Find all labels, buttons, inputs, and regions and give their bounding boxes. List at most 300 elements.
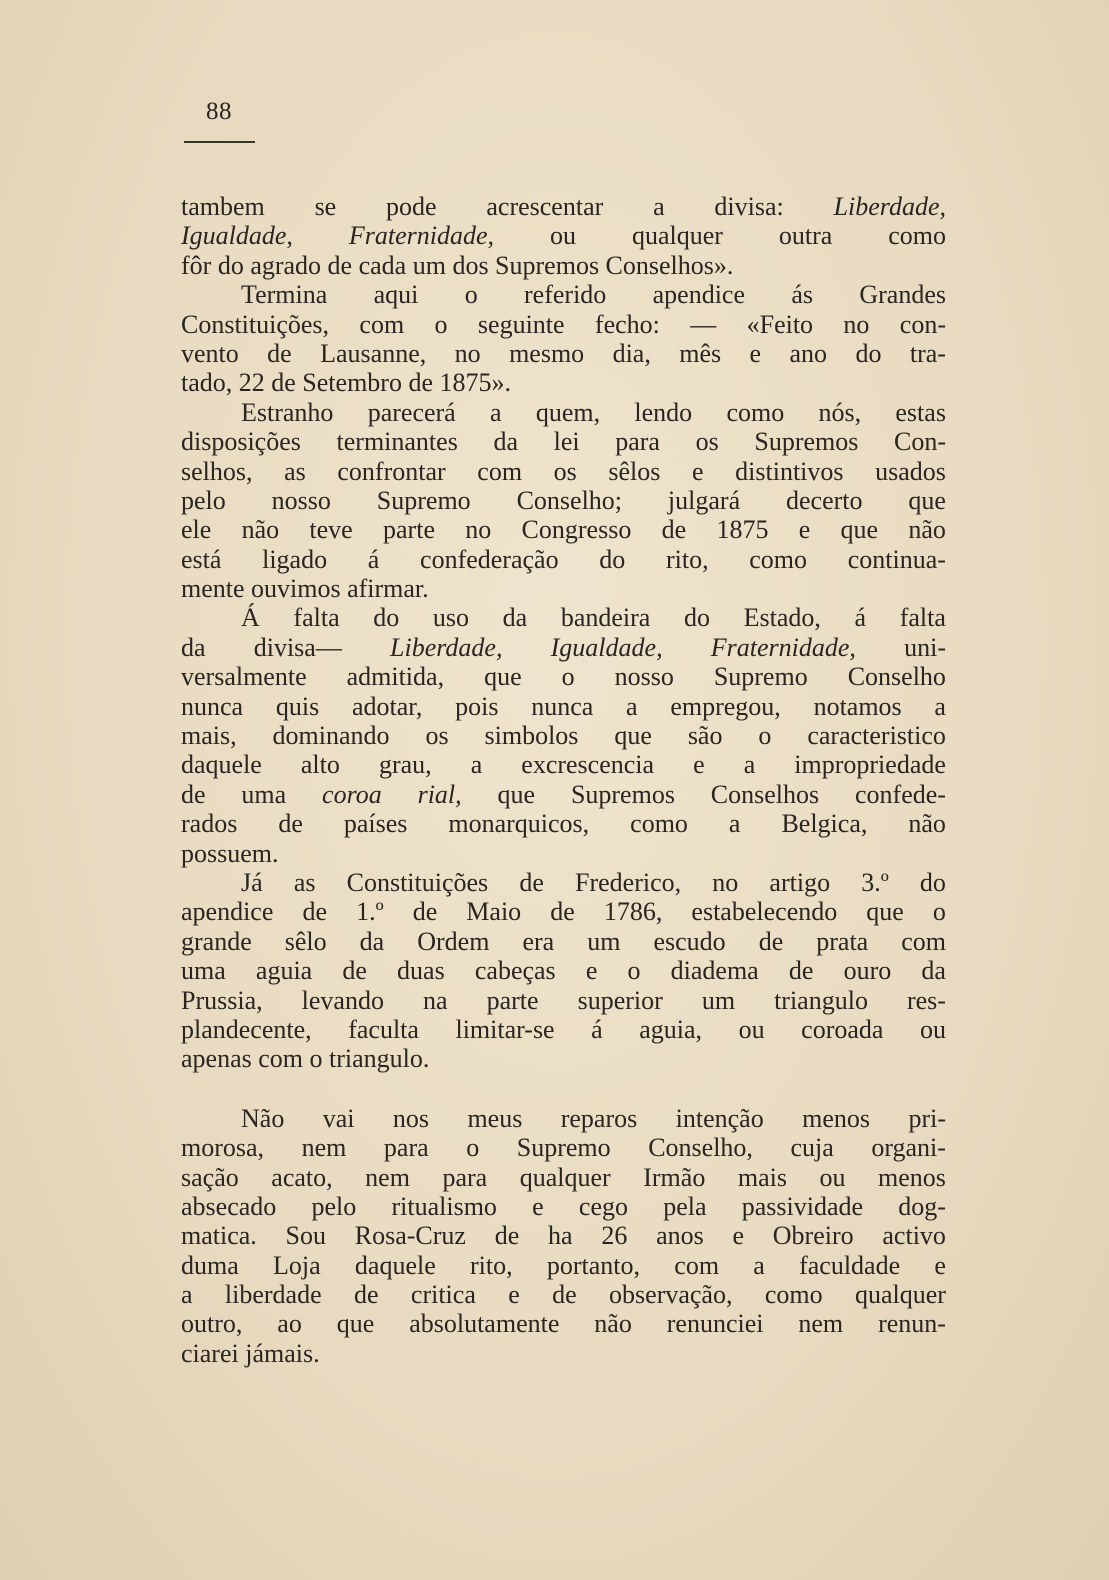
word: renunciei bbox=[666, 1309, 764, 1339]
word: matica. bbox=[181, 1221, 257, 1251]
word: Sou bbox=[285, 1221, 327, 1251]
word: 1875 bbox=[716, 515, 769, 545]
word: anos bbox=[656, 1221, 704, 1251]
word: Obreiro bbox=[772, 1221, 854, 1251]
word: quem, bbox=[535, 397, 601, 427]
word: como bbox=[764, 1280, 823, 1310]
text-line bbox=[181, 545, 946, 574]
italic-word: Fraternidade, bbox=[348, 221, 495, 251]
word: que bbox=[866, 897, 904, 927]
word: e bbox=[508, 1280, 520, 1310]
word: uma bbox=[241, 779, 287, 809]
word: mais bbox=[737, 1162, 787, 1192]
line-text: possuem. bbox=[181, 838, 279, 868]
word: á bbox=[591, 1014, 603, 1044]
word: pela bbox=[663, 1191, 707, 1221]
word: ou bbox=[549, 221, 576, 251]
word: de bbox=[342, 956, 367, 986]
word: pois bbox=[455, 691, 499, 721]
text-line bbox=[181, 1251, 946, 1280]
word: selhos, bbox=[181, 456, 253, 486]
word: que bbox=[908, 485, 946, 515]
word: Conselho; bbox=[516, 485, 623, 515]
word: os bbox=[425, 721, 449, 751]
word: está bbox=[181, 544, 222, 574]
word: para bbox=[442, 1162, 488, 1192]
word: e bbox=[693, 750, 705, 780]
word: a bbox=[653, 192, 665, 221]
word: meus bbox=[467, 1103, 523, 1133]
word: cuja bbox=[790, 1133, 834, 1163]
word: de bbox=[550, 897, 575, 927]
word: mais, bbox=[181, 721, 237, 751]
line-text: fôr do agrado de cada um dos Supremos Conselhos». bbox=[181, 250, 734, 280]
word: parte bbox=[383, 515, 435, 545]
word: que bbox=[614, 721, 652, 751]
word: de bbox=[278, 809, 303, 839]
word: como bbox=[726, 397, 785, 427]
word: ou bbox=[919, 1014, 946, 1044]
paragraph-gap bbox=[181, 1074, 946, 1104]
text-line bbox=[181, 662, 946, 691]
word: apendice bbox=[181, 897, 274, 927]
text-line bbox=[181, 986, 946, 1015]
text-line bbox=[181, 1339, 946, 1368]
word: no bbox=[465, 515, 492, 545]
text-line bbox=[181, 398, 946, 427]
word: tambem bbox=[181, 192, 265, 221]
word: Irmão bbox=[643, 1162, 706, 1192]
text-line bbox=[181, 339, 946, 368]
word: portanto, bbox=[546, 1250, 641, 1280]
word: con- bbox=[899, 309, 946, 339]
word: Não bbox=[241, 1103, 285, 1133]
word: aqui bbox=[373, 280, 419, 310]
word: falta bbox=[293, 603, 340, 633]
word: teve bbox=[309, 515, 353, 545]
line-text: mente ouvimos afirmar. bbox=[181, 574, 429, 604]
word: absolutamente bbox=[409, 1309, 560, 1339]
word: liberdade bbox=[224, 1280, 322, 1310]
italic-word: Liberdade, bbox=[390, 632, 503, 662]
word: fecho: bbox=[594, 309, 660, 339]
word: pode bbox=[386, 192, 437, 221]
word: no bbox=[454, 338, 481, 368]
word: terminantes bbox=[336, 427, 458, 457]
text-line bbox=[181, 1044, 946, 1073]
word: aguia bbox=[255, 956, 313, 986]
word: faculta bbox=[348, 1014, 419, 1044]
word: distintivos bbox=[735, 456, 844, 486]
word: Conselhos bbox=[710, 779, 820, 809]
word: estabelecendo bbox=[691, 897, 838, 927]
word: passividade bbox=[741, 1191, 864, 1221]
word: observação, bbox=[609, 1280, 733, 1310]
word: qualquer bbox=[631, 221, 723, 251]
word: estas bbox=[895, 397, 946, 427]
word: de bbox=[267, 338, 292, 368]
word: Supremos bbox=[570, 779, 675, 809]
word: Á bbox=[241, 603, 260, 633]
text-line bbox=[181, 427, 946, 456]
word: escudo bbox=[653, 926, 726, 956]
word: de bbox=[788, 956, 814, 986]
word: Grandes bbox=[859, 280, 946, 310]
word: Termina bbox=[241, 280, 328, 310]
word: e bbox=[934, 1250, 946, 1280]
word: monarquicos, bbox=[448, 809, 590, 839]
text-line bbox=[181, 1280, 946, 1309]
word: lendo bbox=[634, 397, 693, 427]
word: e bbox=[532, 1191, 544, 1221]
word: aguia, bbox=[639, 1014, 703, 1044]
word: Rosa-Cruz bbox=[354, 1221, 466, 1251]
word: 1786, bbox=[603, 897, 663, 927]
word: coroada bbox=[801, 1014, 884, 1044]
word: daquele bbox=[354, 1250, 436, 1280]
word: o bbox=[627, 956, 641, 986]
word: nunca bbox=[531, 691, 594, 721]
word: ás bbox=[791, 280, 814, 310]
word: diadema bbox=[670, 956, 759, 986]
word: uma bbox=[181, 956, 226, 986]
word: acato, bbox=[271, 1162, 333, 1192]
word: a bbox=[728, 809, 741, 839]
text-line bbox=[181, 1163, 946, 1192]
word: triangulo bbox=[774, 985, 868, 1015]
word: não bbox=[908, 809, 946, 839]
word: no bbox=[843, 309, 870, 339]
word: era bbox=[522, 926, 555, 956]
body-text bbox=[181, 192, 946, 1368]
word: ligado bbox=[262, 544, 328, 574]
word: que bbox=[497, 779, 536, 809]
word: Supremo bbox=[516, 1133, 611, 1163]
word: uso bbox=[432, 603, 470, 633]
text-line bbox=[181, 1309, 946, 1338]
word: o bbox=[434, 309, 448, 339]
word: simbolos bbox=[484, 721, 579, 751]
word: á bbox=[367, 544, 380, 574]
word: rito, bbox=[470, 1250, 513, 1280]
word: o bbox=[466, 1133, 480, 1163]
word: as bbox=[293, 867, 316, 897]
word: Maio bbox=[466, 897, 522, 927]
word: com bbox=[901, 926, 946, 956]
text-line bbox=[181, 1221, 946, 1250]
word: uni- bbox=[904, 632, 946, 662]
word: res- bbox=[906, 985, 946, 1015]
word: qualquer bbox=[519, 1162, 611, 1192]
word: de bbox=[758, 926, 784, 956]
word: países bbox=[343, 809, 408, 839]
text-line bbox=[181, 251, 946, 280]
word: superior bbox=[577, 985, 663, 1015]
paragraph bbox=[181, 868, 946, 1074]
text-line bbox=[181, 486, 946, 515]
word: nem bbox=[365, 1162, 410, 1192]
word: excrescencia bbox=[521, 750, 655, 780]
word: do bbox=[919, 867, 946, 897]
word: nosso bbox=[614, 662, 674, 692]
word: renun- bbox=[878, 1309, 946, 1339]
word: a bbox=[181, 1280, 193, 1310]
text-line bbox=[181, 1192, 946, 1221]
word: de bbox=[494, 1221, 520, 1251]
word: como bbox=[749, 544, 808, 574]
word: lei bbox=[553, 427, 580, 457]
word: pelo bbox=[181, 485, 226, 515]
word: quis bbox=[275, 691, 320, 721]
word: sação bbox=[181, 1162, 239, 1192]
text-line bbox=[181, 574, 946, 603]
word: a bbox=[490, 397, 502, 427]
word: de bbox=[552, 1280, 577, 1310]
text-line bbox=[181, 457, 946, 486]
word: caracteristico bbox=[807, 721, 946, 751]
word: do bbox=[855, 338, 882, 368]
text-line bbox=[181, 692, 946, 721]
word: não bbox=[908, 515, 946, 545]
text-line bbox=[181, 633, 946, 662]
word: 26 bbox=[601, 1221, 628, 1251]
line-text: tado, 22 de Setembro de 1875». bbox=[181, 368, 511, 398]
line-text: apenas com o triangulo. bbox=[181, 1044, 430, 1074]
text-line bbox=[181, 897, 946, 926]
word: limitar-se bbox=[455, 1014, 555, 1044]
word: os bbox=[553, 456, 577, 486]
word: parte bbox=[486, 985, 539, 1015]
word: 1.º bbox=[356, 897, 384, 927]
word: mês bbox=[679, 338, 722, 368]
word: o bbox=[932, 897, 946, 927]
word: de bbox=[181, 779, 206, 809]
word: que bbox=[840, 515, 879, 545]
word: no bbox=[712, 867, 739, 897]
word: «Feito bbox=[746, 309, 814, 339]
word: Conselho, bbox=[648, 1133, 753, 1163]
text-line bbox=[181, 603, 946, 632]
word: grande bbox=[181, 926, 252, 956]
word: empregou, bbox=[670, 691, 781, 721]
word: — bbox=[690, 309, 717, 339]
word: morosa, bbox=[181, 1133, 265, 1163]
word: adotar, bbox=[351, 691, 423, 721]
word: outro, bbox=[181, 1309, 243, 1339]
text-line bbox=[181, 780, 946, 809]
word: com bbox=[674, 1250, 720, 1280]
word: rados bbox=[181, 809, 238, 839]
paragraph bbox=[181, 280, 946, 398]
paragraph bbox=[181, 398, 946, 604]
word: a bbox=[626, 691, 638, 721]
word: com bbox=[359, 309, 405, 339]
word: nos bbox=[392, 1103, 430, 1133]
word: absecado bbox=[181, 1191, 277, 1221]
word: ha bbox=[548, 1221, 573, 1251]
word: divisa— bbox=[253, 632, 342, 662]
word: ouro bbox=[843, 956, 892, 986]
word: notamos bbox=[813, 691, 902, 721]
word: de bbox=[519, 867, 544, 897]
word: não bbox=[241, 515, 280, 545]
word: falta bbox=[899, 603, 946, 633]
word: cabeças bbox=[474, 956, 556, 986]
word: não bbox=[594, 1309, 632, 1339]
text-line bbox=[181, 310, 946, 339]
text-line bbox=[181, 1104, 946, 1133]
word: usados bbox=[875, 456, 946, 486]
word: de bbox=[302, 897, 327, 927]
word: Con- bbox=[893, 427, 946, 457]
word: o bbox=[561, 662, 575, 692]
text-line bbox=[181, 839, 946, 868]
word: acrescentar bbox=[486, 192, 604, 221]
word: dog- bbox=[898, 1191, 946, 1221]
word: alto bbox=[300, 750, 340, 780]
word: Supremo bbox=[713, 662, 808, 692]
word: se bbox=[314, 192, 337, 221]
word: Frederico, bbox=[575, 867, 682, 897]
word: e bbox=[749, 338, 762, 368]
word: disposições bbox=[181, 427, 301, 457]
word: decerto bbox=[786, 485, 863, 515]
word: o bbox=[464, 280, 478, 310]
word: ano bbox=[789, 338, 828, 368]
word: vento bbox=[181, 338, 239, 368]
word: ao bbox=[277, 1309, 302, 1339]
text-line bbox=[181, 1133, 946, 1162]
word: do bbox=[599, 544, 626, 574]
word: Já bbox=[241, 867, 263, 897]
word: de bbox=[354, 1280, 379, 1310]
word: Constituições, bbox=[181, 309, 330, 339]
word: nem bbox=[301, 1133, 347, 1163]
word: Lausanne, bbox=[320, 338, 427, 368]
word: levando bbox=[301, 985, 384, 1015]
page-number-rule bbox=[184, 141, 255, 143]
word: nosso bbox=[271, 485, 331, 515]
word: da bbox=[359, 926, 385, 956]
word: que bbox=[336, 1309, 375, 1339]
text-line bbox=[181, 221, 946, 250]
word: vai bbox=[322, 1103, 355, 1133]
word: de bbox=[412, 897, 438, 927]
italic-word: rial, bbox=[417, 779, 462, 809]
paragraph bbox=[181, 1104, 946, 1369]
word: nunca bbox=[181, 691, 244, 721]
word: da bbox=[502, 603, 528, 633]
word: e bbox=[692, 456, 704, 486]
word: Congresso bbox=[521, 515, 632, 545]
word: a bbox=[743, 750, 756, 780]
paragraph bbox=[181, 603, 946, 868]
word: Supremos bbox=[754, 427, 859, 457]
word: nem bbox=[798, 1309, 844, 1339]
word: dia, bbox=[612, 338, 651, 368]
word: plandecente, bbox=[181, 1014, 312, 1044]
word: Ordem bbox=[417, 926, 490, 956]
text-line bbox=[181, 868, 946, 897]
word: artigo bbox=[769, 867, 831, 897]
word: são bbox=[687, 721, 723, 751]
word: Prussia, bbox=[181, 985, 263, 1015]
word: sêlo bbox=[284, 926, 327, 956]
word: intenção bbox=[675, 1103, 764, 1133]
word: um bbox=[587, 926, 621, 956]
word: da bbox=[181, 632, 206, 662]
text-line bbox=[181, 721, 946, 750]
italic-word: Igualdade, bbox=[550, 632, 663, 662]
word: os bbox=[695, 427, 719, 457]
word: organi- bbox=[871, 1133, 946, 1163]
text-line bbox=[181, 956, 946, 985]
word: pelo bbox=[311, 1191, 357, 1221]
word: o bbox=[758, 721, 772, 751]
word: como bbox=[630, 809, 688, 839]
word: 3.º bbox=[861, 867, 889, 897]
word: do bbox=[373, 603, 400, 633]
word: as bbox=[284, 456, 306, 486]
word: a bbox=[753, 1250, 765, 1280]
text-line bbox=[181, 515, 946, 544]
word: parecerá bbox=[367, 397, 456, 427]
word: continua- bbox=[847, 544, 946, 574]
word: e bbox=[732, 1221, 745, 1251]
word: para bbox=[383, 1133, 429, 1163]
word: a bbox=[470, 750, 483, 780]
word: dominando bbox=[272, 721, 390, 751]
word: Constituições bbox=[346, 867, 489, 897]
word: de bbox=[661, 515, 687, 545]
word: qualquer bbox=[854, 1280, 946, 1310]
text-line bbox=[181, 192, 946, 221]
word: e bbox=[585, 956, 598, 986]
word: da bbox=[493, 427, 518, 457]
word: duma bbox=[181, 1250, 239, 1280]
word: sêlos bbox=[608, 456, 661, 486]
word: do bbox=[684, 603, 710, 633]
word: activo bbox=[882, 1221, 946, 1251]
word: admitida, bbox=[346, 662, 445, 692]
word: faculdade bbox=[799, 1250, 901, 1280]
word: com bbox=[477, 456, 523, 486]
italic-word: coroa bbox=[322, 779, 382, 809]
word: da bbox=[921, 956, 946, 986]
word: Loja bbox=[273, 1250, 321, 1280]
word: menos bbox=[802, 1103, 871, 1133]
word: cego bbox=[578, 1191, 628, 1221]
text-line bbox=[181, 809, 946, 838]
word: versalmente bbox=[181, 662, 307, 692]
text-line bbox=[181, 280, 946, 309]
word: a bbox=[934, 691, 946, 721]
word: referido bbox=[524, 280, 607, 310]
word: menos bbox=[878, 1162, 946, 1192]
word: e bbox=[798, 515, 811, 545]
word: um bbox=[701, 985, 736, 1015]
word: apendice bbox=[652, 280, 746, 310]
word: confrontar bbox=[337, 456, 446, 486]
word: ou bbox=[819, 1162, 846, 1192]
page-number: 88 bbox=[206, 98, 232, 125]
word: daquele bbox=[181, 750, 262, 780]
word: mesmo bbox=[509, 338, 585, 368]
word: bandeira bbox=[560, 603, 651, 633]
word: rito, bbox=[665, 544, 709, 574]
word: que bbox=[484, 662, 522, 692]
word: á bbox=[854, 603, 867, 633]
